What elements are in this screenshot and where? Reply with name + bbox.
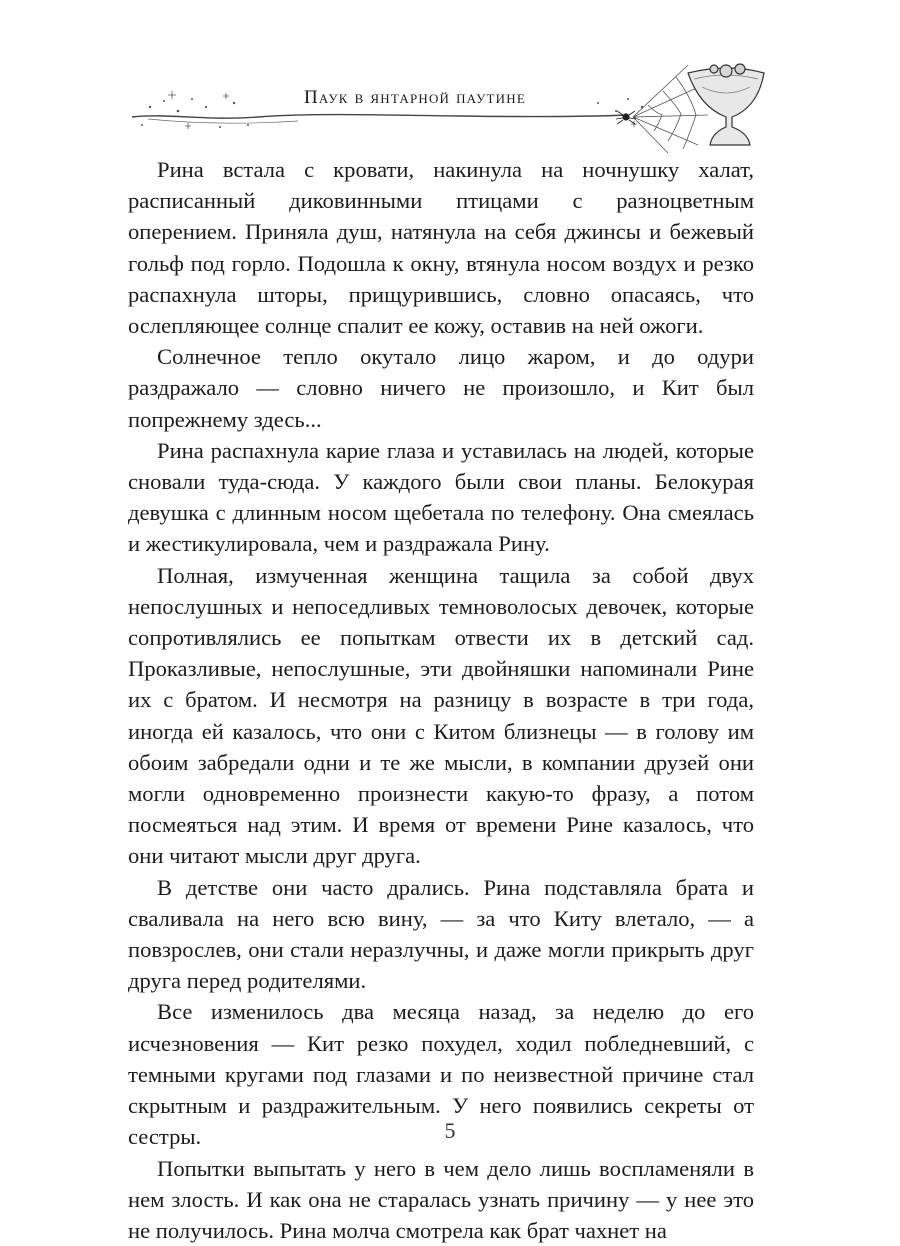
- page-number: 5: [0, 1118, 900, 1144]
- paragraph: Полная, измученная женщина тащила за собой двух непослушных и непоседливых темноволосых девочек, которые сопротивлялись ее попыткам отвести их в детский сад. Проказливые, непослушные, эти двойняшки напоминали Рине их с братом. И несмотря на разницу в возрасте в три года, иногда ей казалось, что они с Китом близнецы — в голову им обоим забредали одни и те же мысли, в компании друзей они могли одновременно произнести какую-то фразу, а потом посмеяться над этим. И время от времени Рине казалось, что они читают мысли друг друга.: [128, 560, 754, 872]
- vine-line: [132, 115, 628, 119]
- vine-line-thin: [148, 119, 298, 123]
- paragraph: Попытки выпытать у него в чем дело лишь воспламеняли в нем злость. И как она не старалась узнать причину — у нее это не получилось. Рина молча смотрела как брат чахнет на: [128, 1153, 754, 1246]
- body-text: [128, 154, 754, 1246]
- paragraph: Солнечное тепло окутало лицо жаром, и до одури раздражало — словно ничего не произошло, и Кит был попрежнему здесь...: [128, 341, 754, 435]
- goblet-icon: [688, 64, 764, 145]
- running-title: Паук в янтарной паутине: [304, 87, 526, 109]
- running-header: [128, 55, 770, 155]
- paragraph: Рина встала с кровати, накинула на ночнушку халат, расписанный диковинными птицами с разноцветным оперением. Приняла душ, натянула на себя джинсы и бежевый гольф под горло. Подошла к окну, втянула носом воздух и резко распахнула шторы, прищурившись, словно опасаясь, что ослепляющее солнце спалит ее кожу, оставив на ней ожоги.: [128, 154, 754, 341]
- paragraph: Рина распахнула карие глаза и уставилась на людей, которые сновали туда-сюда. У каждого были свои планы. Белокурая девушка с длинным носом щебетала по телефону. Она смеялась и жестикулировала, чем и раздражала Рину.: [128, 435, 754, 560]
- paragraph: Все изменилось два месяца назад, за неделю до его исчезновения — Кит резко похудел, ходил побледневший, с темными кругами под глазами и по неизвестной причине стал скрытным и раздражительным. У него появились секреты от сестры.: [128, 996, 754, 1152]
- paragraph: В детстве они часто дрались. Рина подставляла брата и сваливала на него всю вину, — за что Киту влетало, — а повзрослев, они стали неразлучны, и даже могли прикрыть друг друга перед родителями.: [128, 872, 754, 997]
